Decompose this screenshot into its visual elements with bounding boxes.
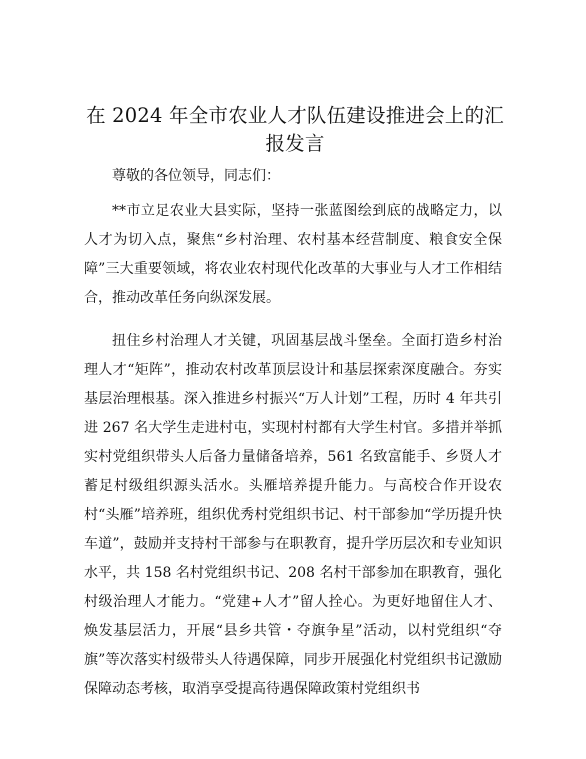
- intro-paragraph: **市立足农业大县实际，坚持一张蓝图绘到底的战略定力，以人才为切入点，聚焦“乡村治理、农村基本经营制度、粮食安全保障”三大重要领域，将农业农村现代化改革的大事业与人才工作相结合，推动改革任务向纵深发展。: [84, 203, 502, 306]
- greeting-line: 尊敬的各位领导，同志们：: [112, 168, 280, 184]
- document-body: [84, 162, 502, 704]
- section-paragraph: 扭住乡村治理人才关键，巩固基层战斗堡垒。全面打造乡村治理人才“矩阵”，推动农村改革顶层设计和基层探索深度融合。夯实基层治理根基。深入推进乡村振兴“万人计划”工程，历时 4 年共引进 267 名大学生走进村屯，实现村村都有大学生村官。多措并举抓实村党组织带头人后备力量储备培养，561 名致富能手、乡贤人才蓄足村级组织源头活水。头雁培养提升能力。与高校合作开设农村“头雁”培养班，组织优秀村党组织书记、村干部参加“学历提升快车道”，鼓励并支持村干部参与在职教育，提升学历层次和专业知识水平，共 158 名村党组织书记、208 名村干部参加在职教育，强化村级治理人才能力。“党建+人才”留人拴心。为更好地留住人才、焕发基层活力，开展“县乡共管・夺旗争星”活动，以村党组织“夺旗”等次落实村级带头人待遇保障，同步开展强化村党组织书记激励保障动态考核，取消享受提高待遇保障政策村党组织书: [84, 333, 502, 697]
- document-title: 在 2024 年全市农业人才队伍建设推进会上的汇报发言: [86, 104, 504, 155]
